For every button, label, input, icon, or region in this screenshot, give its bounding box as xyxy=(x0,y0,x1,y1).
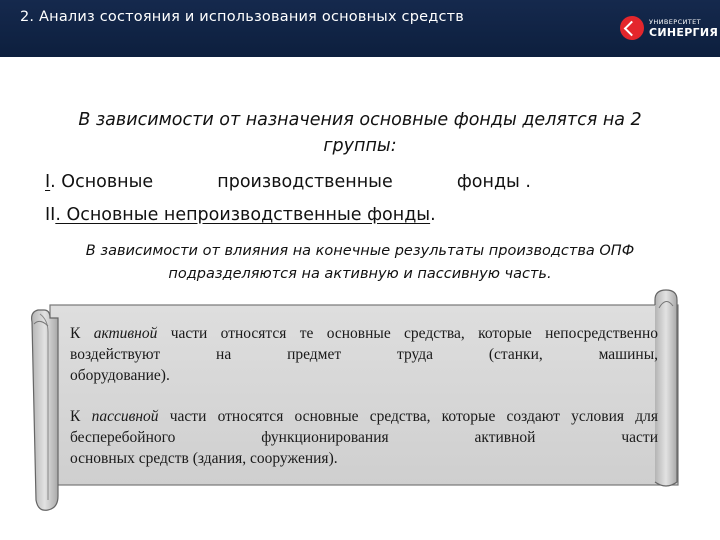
group-one-word: . Основные xyxy=(50,172,154,192)
passive-term: пассивной xyxy=(91,408,159,425)
active-term: активной xyxy=(93,325,158,342)
active-prefix: К xyxy=(70,325,94,342)
active-text: части относятся те основные средства, которые непосредственно воздействуют на предмет труда (станки, машины, xyxy=(70,325,658,363)
passive-prefix: К xyxy=(70,408,92,425)
passive-text-end: основных средств (здания, сооружения). xyxy=(70,450,338,467)
passive-text: части относятся основные средства, которые создают условия для бесперебойного функционирования активной части xyxy=(70,408,659,446)
active-part-paragraph xyxy=(70,323,658,386)
group-one-middle: производственные xyxy=(217,172,393,192)
slide-title: 2. Анализ состояния и использования основных средств xyxy=(20,9,465,25)
passive-part-paragraph xyxy=(70,406,658,469)
active-text-end: оборудование). xyxy=(70,367,170,384)
group-two-number: II xyxy=(45,205,56,225)
group-one-number: I xyxy=(45,172,51,192)
group-one-end: фонды . xyxy=(456,172,531,192)
group-two-label: . Основные непроизводственные фонды xyxy=(55,205,431,225)
logo-name: СИНЕРГИЯ xyxy=(649,26,719,39)
logo-caption: УНИВЕРСИТЕТ xyxy=(649,18,702,26)
group-two-period: . xyxy=(430,205,436,225)
classification-note: В зависимости от влияния на конечные результаты производства ОПФ подразделяются на активную и пассивную часть. xyxy=(85,243,635,282)
intro-text: В зависимости от назначения основные фонды делятся на 2 группы: xyxy=(78,110,642,156)
